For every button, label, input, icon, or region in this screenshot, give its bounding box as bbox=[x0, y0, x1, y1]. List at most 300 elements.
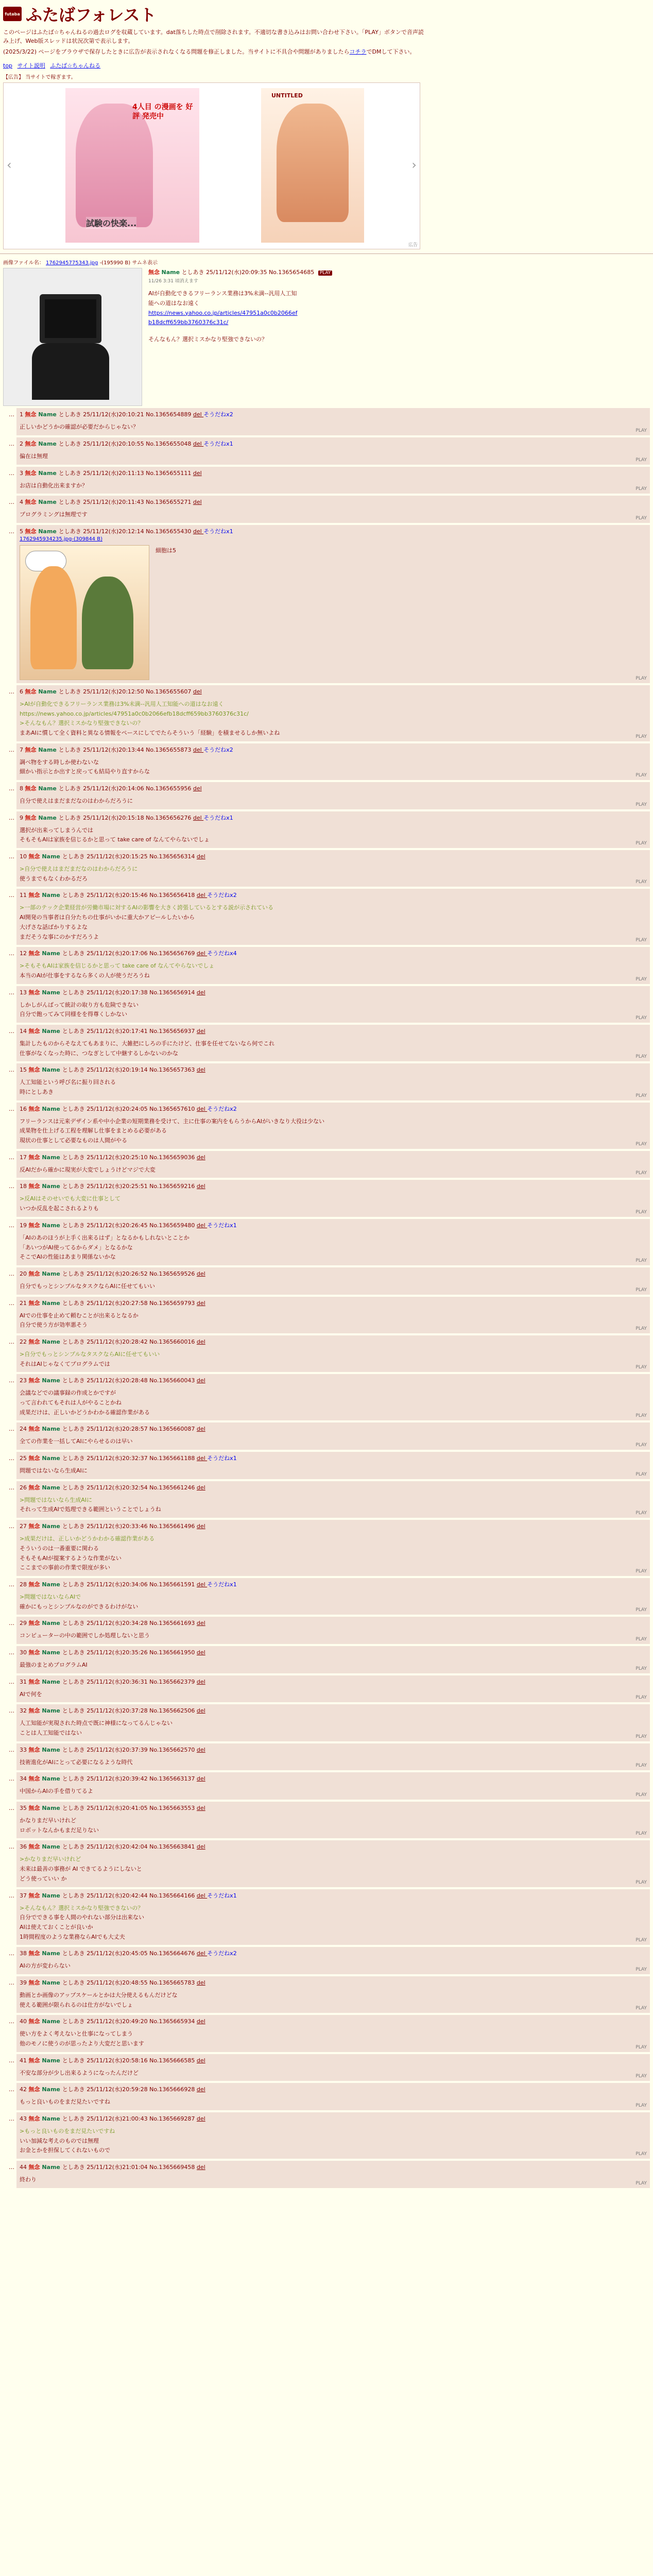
play-button[interactable]: PLAY bbox=[635, 457, 647, 463]
top-link[interactable]: top bbox=[3, 62, 13, 70]
reply-handle: としあき bbox=[62, 1222, 87, 1229]
play-button[interactable]: PLAY bbox=[635, 1763, 647, 1769]
reply-no[interactable]: No.1365656937 bbox=[149, 1027, 197, 1035]
reply-datetime: 25/11/12(水)20:10:55 bbox=[83, 440, 146, 447]
ad-next-icon[interactable]: › bbox=[411, 158, 417, 173]
reply-handle: としあき bbox=[62, 1805, 87, 1812]
sodane-button[interactable]: そうだねx1 bbox=[207, 1455, 237, 1462]
reply-no[interactable]: No.1365655271 bbox=[146, 499, 193, 506]
reply-meta bbox=[20, 498, 647, 506]
text-line: フリーランスは元来デザイン系や中小企業の短期業務を受けて、主に仕事の案内をもらうからAIがいきなり大役は少ない bbox=[20, 1117, 325, 1125]
reply-no[interactable]: No.1365655048 bbox=[146, 440, 193, 447]
reply-datetime: 25/11/12(水)20:28:48 bbox=[87, 1377, 150, 1384]
reply-meta bbox=[20, 1425, 647, 1433]
reply-meta bbox=[20, 1619, 647, 1627]
play-button[interactable]: PLAY bbox=[635, 938, 647, 943]
play-button[interactable]: PLAY bbox=[635, 1734, 647, 1739]
reply-no[interactable]: No.1365655111 bbox=[146, 469, 193, 477]
text-line: 他のモノに使うのが思ったより大変だと思います bbox=[20, 2040, 144, 2047]
del-link[interactable]: del bbox=[196, 2086, 205, 2093]
reply-row bbox=[3, 1374, 650, 1420]
op-link-2[interactable]: b18dcff659bb3760376c31c/ bbox=[148, 319, 229, 326]
reply-name: Name bbox=[42, 1678, 62, 1685]
sodane-button[interactable]: そうだねx1 bbox=[203, 814, 233, 821]
play-button[interactable]: PLAY bbox=[635, 2074, 647, 2079]
reply-text bbox=[20, 1437, 647, 1447]
del-link[interactable]: del bbox=[196, 1066, 205, 1074]
reply-indent: … bbox=[9, 746, 14, 753]
reply-indent: … bbox=[9, 1678, 14, 1685]
op-subject: 無念 bbox=[148, 269, 160, 276]
reply-no[interactable]: No.1365662570 bbox=[149, 1746, 197, 1753]
notice-2-body: (2025/3/22) ページをブラウザで保存したときに広告が表示されなくなる問題を修正しました。当サイトに不具合や問題がありましたら bbox=[3, 48, 350, 56]
del-link[interactable]: del bbox=[193, 499, 202, 506]
reply-name: Name bbox=[42, 1581, 62, 1588]
del-link[interactable]: del bbox=[193, 411, 204, 418]
reply-row bbox=[3, 1840, 650, 1887]
reply-box bbox=[16, 1452, 650, 1479]
play-button[interactable]: PLAY bbox=[635, 675, 647, 681]
reply-no[interactable]: No.1365655430 bbox=[146, 528, 193, 535]
reply-row bbox=[3, 685, 650, 741]
reply-number: 43 bbox=[20, 2115, 29, 2123]
text-line: 集計したものからそなえてもあまりに、大雑把にしろの手にたけど、仕事を任せてないなら何でこれ bbox=[20, 1040, 274, 1047]
text-line: 選択が出来ってしまうんでは bbox=[20, 826, 93, 834]
del-link[interactable]: del bbox=[193, 688, 202, 695]
sodane-button[interactable]: そうだねx2 bbox=[203, 746, 233, 753]
sodane-button[interactable]: そうだねx4 bbox=[207, 950, 237, 957]
reply-row bbox=[3, 2083, 650, 2110]
reply-no[interactable]: No.1365655607 bbox=[146, 688, 193, 695]
reply-indent: … bbox=[9, 1484, 14, 1491]
play-button[interactable]: PLAY bbox=[635, 976, 647, 982]
del-link[interactable]: del bbox=[196, 892, 208, 899]
reply-text bbox=[20, 2127, 647, 2156]
reply-meta bbox=[20, 2017, 647, 2025]
sodane-button[interactable]: そうだねx1 bbox=[207, 1892, 237, 1899]
reply-no[interactable]: No.1365661246 bbox=[149, 1484, 197, 1491]
play-button[interactable]: PLAY bbox=[635, 879, 647, 885]
play-button[interactable]: PLAY bbox=[635, 515, 647, 521]
reply-name: Name bbox=[42, 1066, 62, 1074]
reply-no[interactable]: No.1365663841 bbox=[149, 1843, 197, 1851]
reply-box bbox=[16, 2161, 650, 2188]
play-button[interactable]: PLAY bbox=[635, 773, 647, 778]
play-button[interactable]: PLAY bbox=[635, 1015, 647, 1021]
del-link[interactable]: del bbox=[196, 2164, 205, 2171]
del-link[interactable]: del bbox=[196, 1775, 205, 1783]
reply-indent: … bbox=[9, 1183, 14, 1190]
reply-box bbox=[16, 1335, 650, 1372]
play-button[interactable]: PLAY bbox=[635, 1831, 647, 1837]
reply-no[interactable]: No.1365663553 bbox=[149, 1805, 197, 1812]
reply-no[interactable]: No.1365661950 bbox=[149, 1649, 197, 1656]
del-link[interactable]: del bbox=[193, 785, 202, 792]
reply-no[interactable]: No.1365664676 bbox=[149, 1950, 197, 1957]
reply-text bbox=[20, 961, 647, 980]
play-button[interactable]: PLAY bbox=[635, 1365, 647, 1370]
reply-text bbox=[20, 758, 647, 777]
sodane-button[interactable]: そうだねx1 bbox=[203, 528, 233, 535]
reply-meta bbox=[20, 1483, 647, 1492]
reply-image-link[interactable]: 1762945934235.jpg-(309844 B) bbox=[20, 536, 102, 542]
reply-row bbox=[3, 1063, 650, 1100]
del-link[interactable]: del bbox=[196, 2057, 205, 2064]
reply-no[interactable]: No.1365669287 bbox=[149, 2115, 197, 2123]
reply-no[interactable]: No.1365659216 bbox=[149, 1183, 197, 1190]
reply-subject: 無念 bbox=[28, 1523, 42, 1530]
reply-box bbox=[16, 1947, 650, 1974]
reply-box bbox=[16, 496, 650, 523]
reply-no[interactable]: No.1365655873 bbox=[146, 746, 193, 753]
del-link[interactable]: del bbox=[196, 1746, 205, 1753]
del-link[interactable]: del bbox=[196, 2018, 205, 2025]
play-button[interactable]: PLAY bbox=[635, 2180, 647, 2186]
reply-name: Name bbox=[38, 411, 59, 418]
del-link[interactable]: del bbox=[196, 950, 208, 957]
reply-number: 32 bbox=[20, 1707, 29, 1715]
play-button[interactable]: PLAY bbox=[635, 1879, 647, 1885]
del-link[interactable]: del bbox=[196, 1426, 205, 1433]
play-button[interactable]: PLAY bbox=[635, 1287, 647, 1293]
sodane-button[interactable]: そうだねx1 bbox=[203, 440, 233, 447]
reply-indent: … bbox=[9, 2115, 14, 2123]
play-button[interactable]: PLAY bbox=[635, 1171, 647, 1176]
reply-datetime: 25/11/12(水)20:26:52 bbox=[87, 1270, 150, 1277]
del-link[interactable]: del bbox=[196, 1678, 205, 1685]
reply-number: 29 bbox=[20, 1620, 29, 1627]
reply-handle: としあき bbox=[62, 1426, 87, 1433]
reply-no[interactable]: No.1365665783 bbox=[149, 1979, 197, 1986]
play-button[interactable]: PLAY bbox=[635, 2006, 647, 2011]
del-link[interactable]: del bbox=[193, 440, 204, 447]
reply-no[interactable]: No.1365660043 bbox=[149, 1377, 197, 1384]
reply-meta bbox=[20, 1891, 647, 1900]
contact-link[interactable]: コチラ bbox=[349, 48, 367, 56]
reply-number: 18 bbox=[20, 1183, 29, 1190]
reply-name: Name bbox=[42, 2057, 62, 2064]
del-link[interactable]: del bbox=[196, 1484, 205, 1491]
reply-no[interactable]: No.1365665934 bbox=[149, 2018, 197, 2025]
sodane-button[interactable]: そうだねx2 bbox=[207, 892, 237, 899]
del-link[interactable]: del bbox=[196, 1338, 205, 1345]
reply-subject: 無念 bbox=[28, 2086, 42, 2093]
del-link[interactable]: del bbox=[196, 1222, 208, 1229]
reply-number: 12 bbox=[20, 950, 29, 957]
del-link[interactable]: del bbox=[196, 989, 205, 996]
reply-no[interactable]: No.1365659480 bbox=[149, 1222, 197, 1229]
reply-name: Name bbox=[42, 1270, 62, 1277]
reply-subject: 無念 bbox=[28, 1105, 42, 1112]
reply-box bbox=[16, 685, 650, 741]
reply-text bbox=[20, 1165, 647, 1175]
play-button[interactable]: PLAY bbox=[635, 2151, 647, 2157]
reply-subject: 無念 bbox=[28, 950, 42, 957]
reply-box bbox=[16, 2112, 650, 2159]
reply-datetime: 25/11/12(水)20:37:39 bbox=[87, 1746, 150, 1753]
del-link[interactable]: del bbox=[196, 1843, 205, 1851]
play-button[interactable]: PLAY bbox=[635, 1326, 647, 1331]
reply-datetime: 25/11/12(水)20:15:25 bbox=[87, 853, 150, 860]
text-line: 偏在は無理 bbox=[20, 452, 48, 460]
reply-row bbox=[3, 1743, 650, 1771]
del-link[interactable]: del bbox=[196, 1299, 205, 1307]
play-button[interactable]: PLAY bbox=[635, 1967, 647, 1972]
ad-prev-icon[interactable]: ‹ bbox=[7, 158, 12, 173]
reply-row bbox=[3, 1180, 650, 1216]
reply-indent: … bbox=[9, 528, 14, 535]
reply-meta bbox=[20, 745, 647, 754]
play-button[interactable]: PLAY bbox=[635, 1568, 647, 1574]
reply-name: Name bbox=[42, 1154, 62, 1161]
reply-datetime: 25/11/12(水)20:33:46 bbox=[87, 1523, 150, 1530]
del-link[interactable]: del bbox=[196, 1183, 205, 1190]
text-line: 自分でできる事を人間のやれない部分は出来ない bbox=[20, 1914, 144, 1921]
reply-subject: 無念 bbox=[28, 1455, 42, 1462]
sodane-button[interactable]: そうだねx1 bbox=[207, 1222, 237, 1229]
play-button[interactable]: PLAY bbox=[635, 1695, 647, 1701]
reply-name: Name bbox=[42, 1746, 62, 1753]
reply-no[interactable]: No.1365661496 bbox=[149, 1523, 197, 1530]
reply-no[interactable]: No.1365656418 bbox=[149, 892, 197, 899]
reply-datetime: 25/11/12(水)20:58:16 bbox=[87, 2057, 150, 2064]
futaba-link[interactable]: ふたば☆ちゃんねる bbox=[50, 62, 101, 70]
reply-no[interactable]: No.1365657610 bbox=[149, 1105, 197, 1112]
play-button[interactable]: PLAY bbox=[635, 1443, 647, 1448]
reply-no[interactable]: No.1365661693 bbox=[149, 1620, 197, 1627]
play-button[interactable]: PLAY bbox=[635, 1093, 647, 1098]
reply-no[interactable]: No.1365664166 bbox=[149, 1892, 197, 1899]
play-button[interactable]: PLAY bbox=[635, 2044, 647, 2050]
reply-handle: としあき bbox=[62, 2115, 87, 2123]
play-button[interactable]: PLAY bbox=[635, 1054, 647, 1060]
site-logo-icon[interactable] bbox=[3, 7, 22, 21]
reply-no[interactable]: No.1365656769 bbox=[149, 950, 197, 957]
reply-indent: … bbox=[9, 1620, 14, 1627]
play-button[interactable]: PLAY bbox=[635, 1471, 647, 1477]
reply-no[interactable]: No.1365656276 bbox=[146, 814, 193, 821]
text-line: 現状の仕事として必要なものは人間がやる bbox=[20, 1137, 127, 1144]
reply-name: Name bbox=[42, 989, 62, 996]
play-button[interactable]: PLAY bbox=[635, 1607, 647, 1613]
suit-body bbox=[32, 343, 109, 400]
del-link[interactable]: del bbox=[196, 1620, 205, 1627]
reply-handle: としあき bbox=[62, 1270, 87, 1277]
file-link[interactable]: 1762945775343.jpg bbox=[46, 260, 98, 266]
del-link[interactable]: del bbox=[196, 1154, 205, 1161]
reply-handle: としあき bbox=[58, 469, 83, 477]
reply-no[interactable]: No.1365659526 bbox=[149, 1270, 197, 1277]
reply-text bbox=[20, 1078, 647, 1097]
reply-number: 21 bbox=[20, 1299, 29, 1307]
site-description-link[interactable]: サイト説明 bbox=[17, 62, 45, 70]
text-line: ここまでの事前の作業で限度が多い bbox=[20, 1564, 110, 1571]
reply-no[interactable]: No.1365656914 bbox=[149, 989, 197, 996]
text-line: お店は自動化出来ますか？ bbox=[20, 482, 88, 489]
reply-row bbox=[3, 2015, 650, 2052]
del-link[interactable]: del bbox=[193, 469, 202, 477]
reply-datetime: 25/11/12(水)20:41:05 bbox=[87, 1805, 150, 1812]
reply-number: 1 bbox=[20, 411, 25, 418]
sodane-button[interactable]: そうだねx1 bbox=[207, 1581, 237, 1588]
reply-name: Name bbox=[42, 1455, 62, 1462]
reply-indent: … bbox=[9, 1775, 14, 1783]
reply-meta bbox=[20, 1454, 647, 1462]
del-link[interactable]: del bbox=[196, 1027, 205, 1035]
op-no[interactable]: No.1365654685 bbox=[268, 269, 315, 276]
reply-datetime: 25/11/12(水)20:48:55 bbox=[87, 1979, 150, 1986]
play-button[interactable]: PLAY bbox=[635, 1792, 647, 1798]
reply-indent: … bbox=[9, 1377, 14, 1384]
reply-subject: 無念 bbox=[28, 892, 42, 899]
reply-name: Name bbox=[42, 2086, 62, 2093]
reply-no[interactable]: No.1365655956 bbox=[146, 785, 193, 792]
text-line: AI開発の当事者は自分たちの仕事がいかに重大かアピールしたいから bbox=[20, 914, 195, 921]
reply-datetime: 25/11/12(水)20:10:21 bbox=[83, 411, 146, 418]
reply-box bbox=[16, 437, 650, 465]
del-link[interactable]: del bbox=[193, 746, 204, 753]
text-line: 人工知能という呼び名に振り回される bbox=[20, 1079, 116, 1086]
play-button[interactable]: PLAY bbox=[635, 1258, 647, 1263]
del-link[interactable]: del bbox=[196, 2115, 205, 2123]
del-link[interactable]: del bbox=[193, 528, 204, 535]
del-link[interactable]: del bbox=[196, 1581, 208, 1588]
play-button[interactable]: PLAY bbox=[635, 2103, 647, 2109]
play-button[interactable]: PLAY bbox=[635, 1666, 647, 1671]
logo-text: futaba bbox=[5, 11, 20, 16]
reply-indent: … bbox=[9, 411, 14, 418]
reply-number: 9 bbox=[20, 814, 25, 821]
reply-text bbox=[20, 1904, 647, 1942]
reply-no[interactable]: No.1365660016 bbox=[149, 1338, 197, 1345]
play-button[interactable]: PLAY bbox=[635, 1209, 647, 1215]
reply-text bbox=[20, 1719, 647, 1738]
reply-indent: … bbox=[9, 989, 14, 996]
reply-number: 39 bbox=[20, 1979, 29, 1986]
play-button[interactable]: PLAY bbox=[635, 486, 647, 492]
play-button[interactable]: PLAY bbox=[635, 802, 647, 807]
play-button[interactable]: PLAY bbox=[635, 1938, 647, 1943]
sodane-button[interactable]: そうだねx2 bbox=[207, 1105, 237, 1112]
play-button[interactable]: PLAY bbox=[635, 734, 647, 739]
play-button[interactable]: PLAY bbox=[318, 270, 333, 276]
del-link[interactable]: del bbox=[196, 1377, 205, 1384]
sodane-button[interactable]: そうだねx2 bbox=[203, 411, 233, 418]
reply-meta bbox=[20, 527, 647, 535]
reply-handle: としあき bbox=[58, 499, 83, 506]
del-link[interactable]: del bbox=[196, 1649, 205, 1656]
reply-box bbox=[16, 947, 650, 984]
del-link[interactable]: del bbox=[196, 1270, 205, 1277]
text-line: 確かにもっとシンプルなのができるわけがない bbox=[20, 1603, 139, 1610]
reply-no[interactable]: No.1365663137 bbox=[149, 1775, 197, 1783]
reply-no[interactable]: No.1365661591 bbox=[149, 1581, 197, 1588]
ad-image-2[interactable] bbox=[261, 88, 364, 243]
reply-box bbox=[16, 2015, 650, 2052]
reply-datetime: 25/11/12(水)20:26:45 bbox=[87, 1222, 150, 1229]
op-line-2: 能への道はなお遠く bbox=[148, 299, 199, 307]
notice-text-1: このページはふたば☆ちゃんねるの過去ログを収蔵しています。dat落ちした時点で削除されます。不適切な書き込みはお問い合わせ下さい。「PLAY」ボタンで音声読み上げ、Web版スレッドは状況次第で表示します。 bbox=[3, 29, 424, 45]
reply-handle: としあき bbox=[62, 1950, 87, 1957]
del-link[interactable]: del bbox=[193, 814, 204, 821]
reply-number: 10 bbox=[20, 853, 29, 860]
reply-text bbox=[20, 2069, 647, 2078]
reply-handle: としあき bbox=[62, 1649, 87, 1656]
reply-handle: としあき bbox=[62, 1154, 87, 1161]
reply-image[interactable] bbox=[20, 545, 149, 680]
reply-datetime: 25/11/12(水)20:35:26 bbox=[87, 1649, 150, 1656]
reply-indent: … bbox=[9, 1338, 14, 1345]
ad-banner[interactable] bbox=[3, 82, 420, 249]
reply-name: Name bbox=[38, 440, 59, 447]
reply-no[interactable]: No.1365659793 bbox=[149, 1299, 197, 1307]
text-line: AIの方が変わらない bbox=[20, 1962, 71, 1970]
del-link[interactable]: del bbox=[196, 1979, 205, 1986]
reply-no[interactable]: No.1365662506 bbox=[149, 1707, 197, 1715]
play-button[interactable]: PLAY bbox=[635, 428, 647, 433]
reply-text bbox=[20, 1787, 647, 1797]
op-image[interactable] bbox=[3, 268, 142, 406]
reply-box bbox=[16, 1646, 650, 1673]
play-button[interactable]: PLAY bbox=[635, 1636, 647, 1642]
reply-subject: 無念 bbox=[28, 1775, 42, 1783]
reply-name: Name bbox=[42, 1426, 62, 1433]
del-link[interactable]: del bbox=[196, 1805, 205, 1812]
del-link[interactable]: del bbox=[196, 1950, 208, 1957]
op-link-1[interactable]: https://news.yahoo.co.jp/articles/47951a0c0b2066ef bbox=[148, 309, 298, 316]
text-line: 1時間程度のような業務ならAIでも大丈夫 bbox=[20, 1933, 125, 1940]
reply-no[interactable]: No.1365656314 bbox=[149, 853, 197, 860]
reply-box bbox=[16, 1802, 650, 1838]
reply-no[interactable]: No.1365657363 bbox=[149, 1066, 197, 1074]
reply-text bbox=[20, 1001, 647, 1020]
play-button[interactable]: PLAY bbox=[635, 1413, 647, 1419]
sodane-button[interactable]: そうだねx2 bbox=[207, 1950, 237, 1957]
del-link[interactable]: del bbox=[196, 1892, 208, 1899]
reply-text bbox=[20, 826, 647, 845]
ad-image-1[interactable] bbox=[65, 88, 199, 243]
text-line: もっと良いものをまだ見たいですね bbox=[20, 2098, 110, 2106]
play-button[interactable]: PLAY bbox=[635, 841, 647, 846]
reply-no[interactable]: No.1365666585 bbox=[149, 2057, 197, 2064]
del-link[interactable]: del bbox=[196, 853, 205, 860]
reply-no[interactable]: No.1365662379 bbox=[149, 1678, 197, 1685]
reply-indent: … bbox=[9, 1270, 14, 1277]
reply-box bbox=[16, 1025, 650, 1061]
text-line: 使い方をよく考えないと仕事になってしまう bbox=[20, 2030, 133, 2038]
reply-no[interactable]: No.1365654889 bbox=[146, 411, 193, 418]
del-link[interactable]: del bbox=[196, 1455, 208, 1462]
reply-no[interactable]: No.1365661188 bbox=[149, 1455, 197, 1462]
play-button[interactable]: PLAY bbox=[635, 1141, 647, 1147]
reply-datetime: 25/11/12(水)20:39:42 bbox=[87, 1775, 150, 1783]
reply-name: Name bbox=[38, 814, 59, 821]
reply-meta bbox=[20, 1269, 647, 1278]
reply-no[interactable]: No.1365669458 bbox=[149, 2164, 197, 2171]
reply-meta bbox=[20, 469, 647, 477]
reply-number: 20 bbox=[20, 1270, 29, 1277]
del-link[interactable]: del bbox=[196, 1523, 205, 1530]
reply-datetime: 25/11/12(水)20:32:54 bbox=[87, 1484, 150, 1491]
reply-datetime: 25/11/12(水)20:36:31 bbox=[87, 1678, 150, 1685]
reply-no[interactable]: No.1365660087 bbox=[149, 1426, 197, 1433]
reply-no[interactable]: No.1365659036 bbox=[149, 1154, 197, 1161]
del-link[interactable]: del bbox=[196, 1105, 208, 1112]
play-button[interactable]: PLAY bbox=[635, 1511, 647, 1516]
reply-indent: … bbox=[9, 1105, 14, 1112]
reply-no[interactable]: No.1365666928 bbox=[149, 2086, 197, 2093]
del-link[interactable]: del bbox=[196, 1707, 205, 1715]
